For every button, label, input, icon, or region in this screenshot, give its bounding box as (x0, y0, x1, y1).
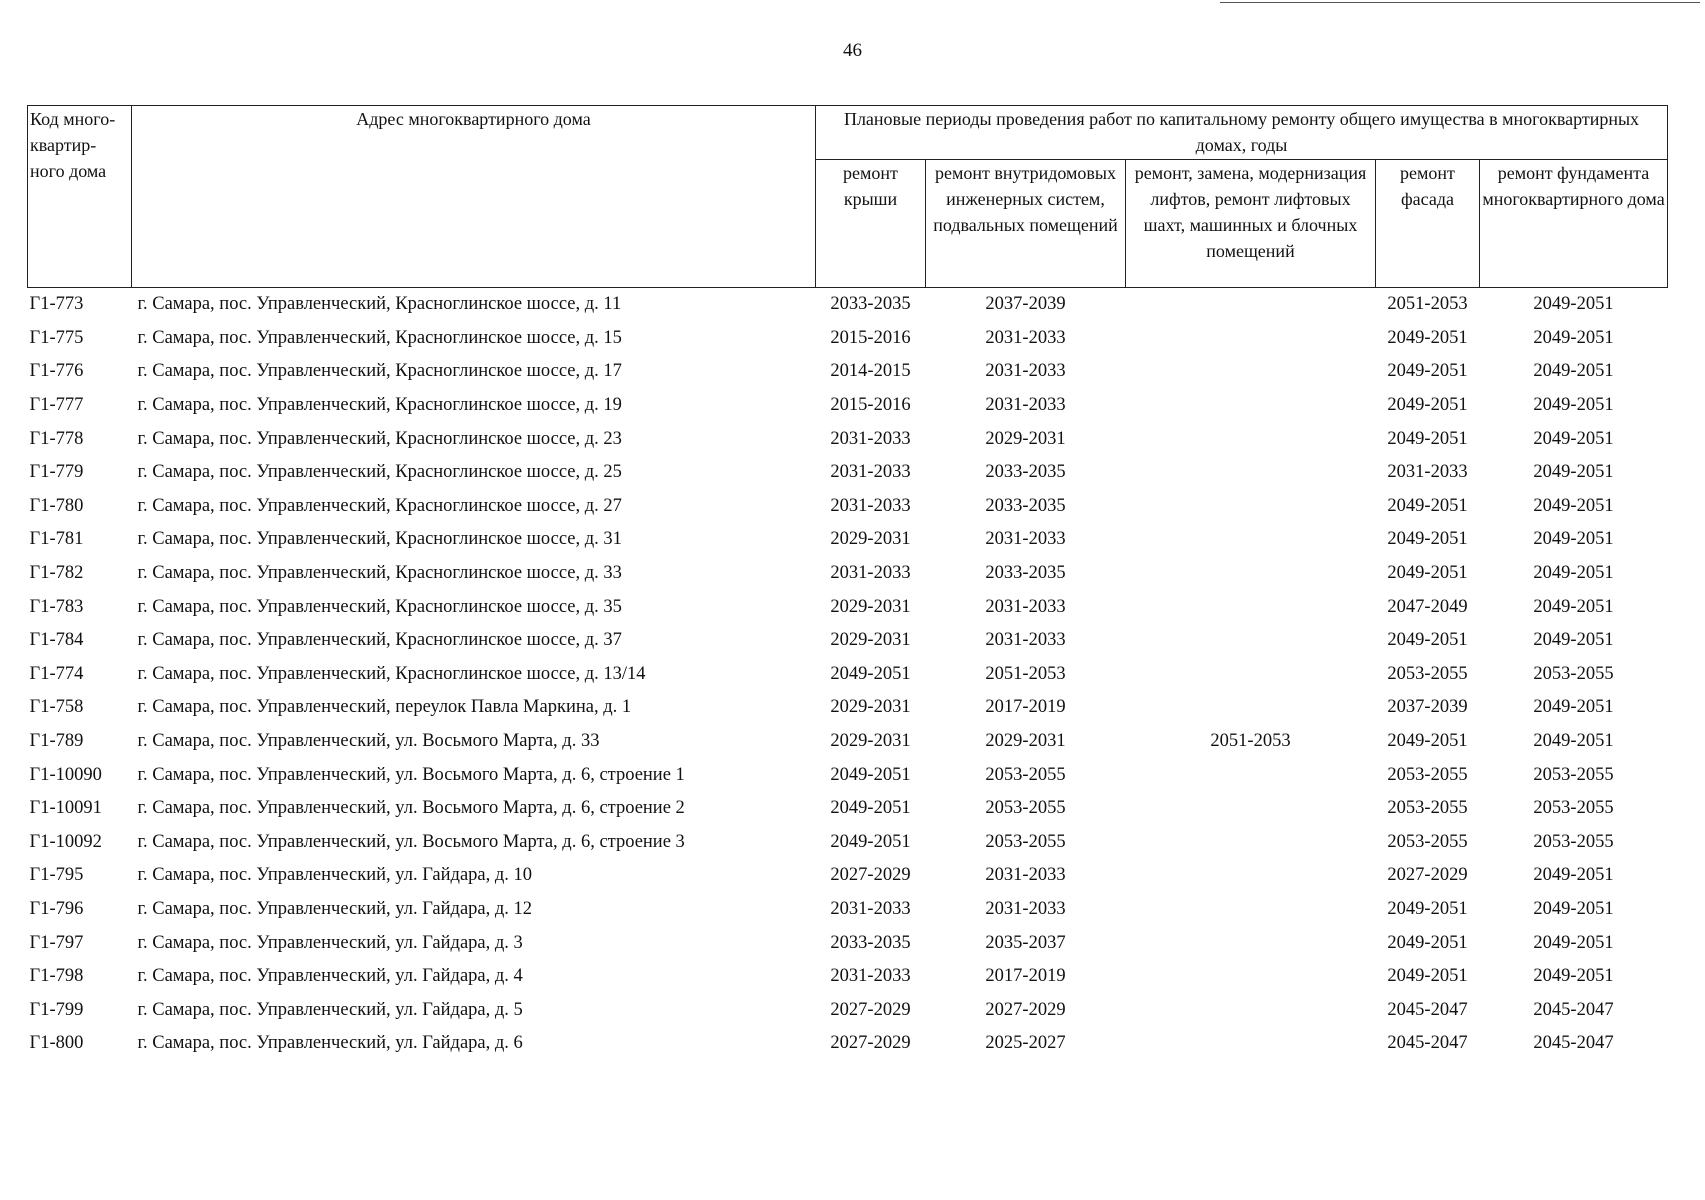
cell-foundation: 2049-2051 (1533, 731, 1614, 752)
cell-facade: 2049-2051 (1387, 932, 1468, 953)
cell-foundation: 2049-2051 (1533, 932, 1614, 953)
cell-foundation: 2053-2055 (1533, 764, 1614, 785)
cell-engineering: 2029-2031 (985, 731, 1066, 752)
cell-foundation: 2045-2047 (1533, 1033, 1614, 1054)
cell-foundation: 2049-2051 (1533, 529, 1614, 550)
table-row (28, 893, 1668, 927)
cell-lifts (1126, 1027, 1376, 1061)
cell-engineering: 2035-2037 (985, 932, 1066, 953)
cell-address: г. Самара, пос. Управленческий, Красноглинское шоссе, д. 27 (137, 495, 622, 516)
header-foundation: ремонт фундамента многоквартирного дома (1480, 160, 1668, 288)
table-row (28, 456, 1668, 490)
cell-foundation: 2049-2051 (1533, 495, 1614, 516)
cell-code: Г1-799 (29, 999, 84, 1020)
cell-code: Г1-10091 (29, 798, 102, 819)
cell-roof: 2049-2051 (830, 663, 911, 684)
cell-lifts (1126, 322, 1376, 356)
cell-engineering: 2051-2053 (985, 663, 1066, 684)
cell-facade: 2049-2051 (1387, 966, 1468, 987)
cell-facade: 2049-2051 (1387, 563, 1468, 584)
cell-lifts (1126, 624, 1376, 658)
cell-code: Г1-798 (29, 966, 84, 987)
cell-facade: 2049-2051 (1387, 327, 1468, 348)
table-row (28, 792, 1668, 826)
header-facade: ремонт фасада (1376, 160, 1480, 288)
cell-roof: 2031-2033 (830, 428, 911, 449)
cell-code: Г1-773 (29, 294, 84, 315)
cell-lifts: 2051-2053 (1210, 731, 1291, 752)
cell-engineering: 2053-2055 (985, 798, 1066, 819)
cell-facade: 2051-2053 (1387, 294, 1468, 315)
header-periods-group: Плановые периоды проведения работ по капитальному ремонту общего имущества в многоквартирных домах, годы (816, 106, 1668, 160)
cell-address: г. Самара, пос. Управленческий, Красноглинское шоссе, д. 23 (137, 428, 622, 449)
table-row (28, 725, 1668, 759)
cell-engineering: 2025-2027 (985, 1033, 1066, 1054)
cell-code: Г1-777 (29, 395, 84, 416)
cell-roof: 2015-2016 (830, 327, 911, 348)
cell-engineering: 2031-2033 (985, 630, 1066, 651)
cell-code: Г1-10092 (29, 831, 102, 852)
cell-engineering: 2031-2033 (985, 865, 1066, 886)
cell-code: Г1-783 (29, 596, 84, 617)
cell-foundation: 2049-2051 (1533, 865, 1614, 886)
table-row (28, 658, 1668, 692)
cell-address: г. Самара, пос. Управленческий, Красноглинское шоссе, д. 13/14 (137, 663, 646, 684)
cell-code: Г1-797 (29, 932, 84, 953)
cell-engineering: 2017-2019 (985, 697, 1066, 718)
cell-foundation: 2049-2051 (1533, 697, 1614, 718)
cell-foundation: 2049-2051 (1533, 327, 1614, 348)
cell-address: г. Самара, пос. Управленческий, Красноглинское шоссе, д. 15 (137, 327, 622, 348)
cell-roof: 2031-2033 (830, 495, 911, 516)
cell-facade: 2049-2051 (1387, 529, 1468, 550)
cell-lifts (1126, 590, 1376, 624)
scan-edge-line (1220, 2, 1700, 3)
cell-roof: 2027-2029 (830, 999, 911, 1020)
cell-engineering: 2027-2029 (985, 999, 1066, 1020)
cell-address: г. Самара, пос. Управленческий, ул. Гайдара, д. 4 (137, 966, 523, 987)
cell-address: г. Самара, пос. Управленческий, ул. Восьмого Марта, д. 6, строение 1 (137, 764, 685, 785)
cell-foundation: 2053-2055 (1533, 831, 1614, 852)
table-row (28, 389, 1668, 423)
cell-engineering: 2033-2035 (985, 495, 1066, 516)
cell-address: г. Самара, пос. Управленческий, Красноглинское шоссе, д. 11 (137, 294, 622, 315)
cell-lifts (1126, 557, 1376, 591)
cell-foundation: 2053-2055 (1533, 798, 1614, 819)
cell-lifts (1126, 288, 1376, 322)
cell-code: Г1-780 (29, 495, 84, 516)
cell-facade: 2053-2055 (1387, 764, 1468, 785)
cell-roof: 2029-2031 (830, 731, 911, 752)
cell-roof: 2029-2031 (830, 529, 911, 550)
cell-facade: 2049-2051 (1387, 361, 1468, 382)
cell-lifts (1126, 893, 1376, 927)
table-row (28, 557, 1668, 591)
cell-code: Г1-782 (29, 563, 84, 584)
cell-foundation: 2049-2051 (1533, 428, 1614, 449)
cell-engineering: 2029-2031 (985, 428, 1066, 449)
cell-engineering: 2033-2035 (985, 462, 1066, 483)
cell-roof: 2031-2033 (830, 462, 911, 483)
header-address: Адрес многоквартирного дома (132, 106, 816, 288)
cell-engineering: 2031-2033 (985, 395, 1066, 416)
cell-facade: 2047-2049 (1387, 596, 1468, 617)
cell-roof: 2031-2033 (830, 563, 911, 584)
cell-code: Г1-10090 (29, 764, 102, 785)
table-header (28, 106, 1668, 288)
cell-roof: 2033-2035 (830, 932, 911, 953)
cell-foundation: 2053-2055 (1533, 663, 1614, 684)
cell-address: г. Самара, пос. Управленческий, Красноглинское шоссе, д. 33 (137, 563, 622, 584)
cell-address: г. Самара, пос. Управленческий, Красноглинское шоссе, д. 35 (137, 596, 622, 617)
cell-roof: 2049-2051 (830, 764, 911, 785)
table-body (28, 288, 1668, 1061)
cell-roof: 2027-2029 (830, 1033, 911, 1054)
cell-code: Г1-795 (29, 865, 84, 886)
table-row (28, 355, 1668, 389)
cell-address: г. Самара, пос. Управленческий, Красноглинское шоссе, д. 37 (137, 630, 622, 651)
header-engineering: ремонт внутридомовых инженерных систем, подвальных помещений (926, 160, 1126, 288)
table-row (28, 590, 1668, 624)
cell-roof: 2031-2033 (830, 966, 911, 987)
cell-roof: 2014-2015 (830, 361, 911, 382)
cell-foundation: 2045-2047 (1533, 999, 1614, 1020)
table-row (28, 826, 1668, 860)
cell-code: Г1-781 (29, 529, 84, 550)
cell-engineering: 2031-2033 (985, 898, 1066, 919)
cell-facade: 2049-2051 (1387, 495, 1468, 516)
cell-lifts (1126, 658, 1376, 692)
cell-code: Г1-776 (29, 361, 84, 382)
cell-code: Г1-778 (29, 428, 84, 449)
cell-facade: 2045-2047 (1387, 999, 1468, 1020)
cell-roof: 2031-2033 (830, 898, 911, 919)
cell-lifts (1126, 792, 1376, 826)
cell-roof: 2029-2031 (830, 697, 911, 718)
cell-roof: 2049-2051 (830, 798, 911, 819)
table-row (28, 490, 1668, 524)
cell-foundation: 2049-2051 (1533, 395, 1614, 416)
cell-address: г. Самара, пос. Управленческий, переулок Павла Маркина, д. 1 (137, 697, 632, 718)
table-row (28, 624, 1668, 658)
repair-schedule-table (27, 105, 1668, 1061)
cell-roof: 2027-2029 (830, 865, 911, 886)
cell-lifts (1126, 389, 1376, 423)
cell-roof: 2033-2035 (830, 294, 911, 315)
cell-facade: 2053-2055 (1387, 831, 1468, 852)
cell-lifts (1126, 490, 1376, 524)
cell-engineering: 2031-2033 (985, 529, 1066, 550)
cell-facade: 2049-2051 (1387, 630, 1468, 651)
table-row (28, 993, 1668, 1027)
cell-engineering: 2033-2035 (985, 563, 1066, 584)
cell-facade: 2053-2055 (1387, 663, 1468, 684)
cell-address: г. Самара, пос. Управленческий, ул. Гайдара, д. 12 (137, 898, 533, 919)
cell-facade: 2027-2029 (1387, 865, 1468, 886)
cell-lifts (1126, 422, 1376, 456)
cell-code: Г1-784 (29, 630, 84, 651)
cell-roof: 2029-2031 (830, 596, 911, 617)
cell-address: г. Самара, пос. Управленческий, ул. Гайдара, д. 3 (137, 932, 523, 953)
cell-engineering: 2031-2033 (985, 596, 1066, 617)
cell-engineering: 2031-2033 (985, 327, 1066, 348)
cell-address: г. Самара, пос. Управленческий, ул. Восьмого Марта, д. 6, строение 2 (137, 798, 685, 819)
table-row (28, 422, 1668, 456)
cell-address: г. Самара, пос. Управленческий, ул. Восьмого Марта, д. 33 (137, 731, 600, 752)
table-row (28, 960, 1668, 994)
page-number: 46 (843, 40, 862, 61)
cell-foundation: 2049-2051 (1533, 361, 1614, 382)
cell-code: Г1-779 (29, 462, 84, 483)
cell-address: г. Самара, пос. Управленческий, ул. Восьмого Марта, д. 6, строение 3 (137, 831, 685, 852)
cell-foundation: 2049-2051 (1533, 563, 1614, 584)
table-row (28, 288, 1668, 322)
cell-code: Г1-800 (29, 1033, 84, 1054)
cell-code: Г1-758 (29, 697, 84, 718)
cell-lifts (1126, 859, 1376, 893)
cell-code: Г1-789 (29, 731, 84, 752)
cell-lifts (1126, 523, 1376, 557)
cell-engineering: 2053-2055 (985, 831, 1066, 852)
cell-lifts (1126, 993, 1376, 1027)
cell-lifts (1126, 960, 1376, 994)
cell-address: г. Самара, пос. Управленческий, Красноглинское шоссе, д. 31 (137, 529, 622, 550)
cell-engineering: 2017-2019 (985, 966, 1066, 987)
cell-facade: 2049-2051 (1387, 731, 1468, 752)
cell-engineering: 2037-2039 (985, 294, 1066, 315)
table-row (28, 523, 1668, 557)
cell-engineering: 2053-2055 (985, 764, 1066, 785)
cell-facade: 2049-2051 (1387, 898, 1468, 919)
table-row (28, 691, 1668, 725)
table-row (28, 322, 1668, 356)
cell-address: г. Самара, пос. Управленческий, ул. Гайдара, д. 10 (137, 865, 533, 886)
cell-roof: 2015-2016 (830, 395, 911, 416)
cell-facade: 2037-2039 (1387, 697, 1468, 718)
cell-roof: 2049-2051 (830, 831, 911, 852)
cell-facade: 2031-2033 (1387, 462, 1468, 483)
cell-foundation: 2049-2051 (1533, 966, 1614, 987)
repair-schedule-table-wrap (27, 105, 1667, 1061)
cell-facade: 2053-2055 (1387, 798, 1468, 819)
cell-address: г. Самара, пос. Управленческий, Красноглинское шоссе, д. 25 (137, 462, 622, 483)
header-lifts: ремонт, замена, модернизация лифтов, ремонт лифтовых шахт, машинных и блочных помещений (1126, 160, 1376, 288)
cell-foundation: 2049-2051 (1533, 294, 1614, 315)
cell-foundation: 2049-2051 (1533, 596, 1614, 617)
cell-foundation: 2049-2051 (1533, 898, 1614, 919)
cell-code: Г1-796 (29, 898, 84, 919)
cell-lifts (1126, 691, 1376, 725)
cell-engineering: 2031-2033 (985, 361, 1066, 382)
cell-address: г. Самара, пос. Управленческий, ул. Гайдара, д. 5 (137, 999, 523, 1020)
cell-facade: 2049-2051 (1387, 428, 1468, 449)
table-row (28, 926, 1668, 960)
cell-address: г. Самара, пос. Управленческий, ул. Гайдара, д. 6 (137, 1033, 523, 1054)
cell-facade: 2049-2051 (1387, 395, 1468, 416)
table-row (28, 758, 1668, 792)
cell-lifts (1126, 456, 1376, 490)
cell-foundation: 2049-2051 (1533, 630, 1614, 651)
table-row (28, 1027, 1668, 1061)
table-row (28, 859, 1668, 893)
cell-code: Г1-774 (29, 663, 84, 684)
header-roof: ремонт крыши (816, 160, 926, 288)
cell-lifts (1126, 926, 1376, 960)
cell-lifts (1126, 826, 1376, 860)
cell-address: г. Самара, пос. Управленческий, Красноглинское шоссе, д. 17 (137, 361, 622, 382)
cell-roof: 2029-2031 (830, 630, 911, 651)
cell-foundation: 2049-2051 (1533, 462, 1614, 483)
cell-code: Г1-775 (29, 327, 84, 348)
cell-facade: 2045-2047 (1387, 1033, 1468, 1054)
cell-address: г. Самара, пос. Управленческий, Красноглинское шоссе, д. 19 (137, 395, 622, 416)
cell-lifts (1126, 758, 1376, 792)
header-code: Код много-квартир-ного дома (28, 106, 132, 288)
cell-lifts (1126, 355, 1376, 389)
